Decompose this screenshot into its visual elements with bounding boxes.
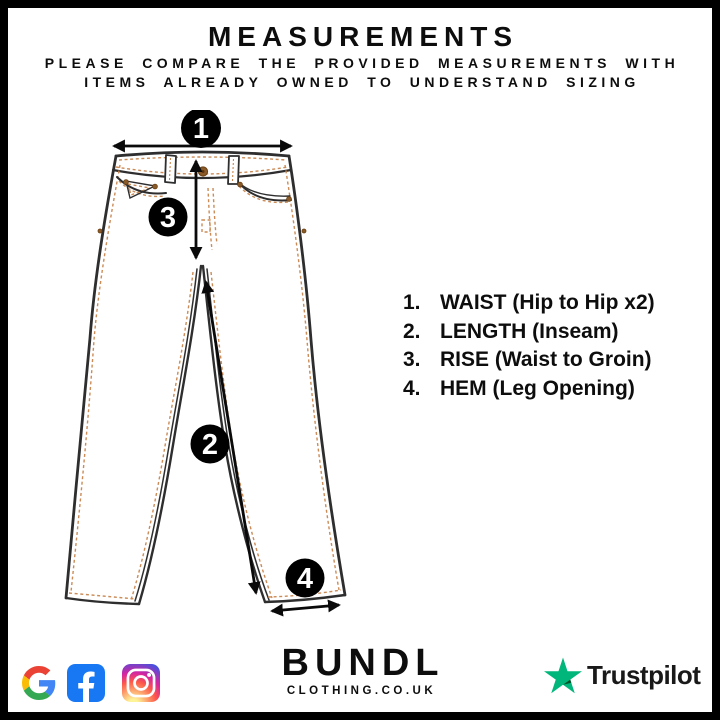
legend-label: WAIST (Hip to Hip x2): [440, 291, 655, 314]
legend-item-length: [403, 318, 708, 347]
measurement-legend: [403, 289, 708, 403]
svg-text:3: 3: [159, 202, 177, 234]
legend-label: RISE (Waist to Groin): [440, 348, 652, 372]
marker-4: [286, 559, 325, 598]
subtitle-line-2: ITEMS ALREADY OWNED TO UNDERSTAND SIZING: [84, 74, 640, 90]
svg-text:2: 2: [201, 429, 219, 461]
subtitle-line-1: PLEASE COMPARE THE PROVIDED MEASUREMENTS WITH: [44, 55, 680, 71]
trustpilot-wordmark: Trustpilot: [587, 659, 701, 690]
google-icon: [22, 666, 56, 700]
trustpilot-star-icon: [544, 656, 582, 694]
trustpilot-logo: [544, 656, 700, 694]
marker-1: [181, 110, 221, 148]
legend-item-waist: [403, 289, 708, 318]
legend-number: 1.: [403, 291, 421, 314]
legend-number: 3.: [403, 348, 421, 372]
svg-text:4: 4: [296, 563, 314, 595]
marker-3: [149, 198, 188, 237]
legend-number: 4.: [403, 376, 421, 400]
facebook-icon: [67, 664, 105, 702]
legend-number: 2.: [403, 319, 421, 343]
svg-text:1: 1: [192, 113, 210, 145]
brand-name: BUNDL: [281, 642, 445, 684]
jeans-diagram: [40, 110, 390, 625]
hem-arrow: [272, 605, 339, 611]
marker-2: [191, 425, 230, 464]
page-title: MEASUREMENTS: [207, 21, 518, 52]
jeans-body: [66, 152, 345, 604]
instagram-icon: [122, 664, 160, 702]
legend-label: LENGTH (Inseam): [440, 319, 619, 343]
legend-item-hem: [403, 375, 708, 404]
brand-domain: CLOTHING.CO.UK: [286, 685, 437, 697]
legend-label: HEM (Leg Opening): [440, 376, 635, 400]
legend-item-rise: [403, 346, 708, 375]
